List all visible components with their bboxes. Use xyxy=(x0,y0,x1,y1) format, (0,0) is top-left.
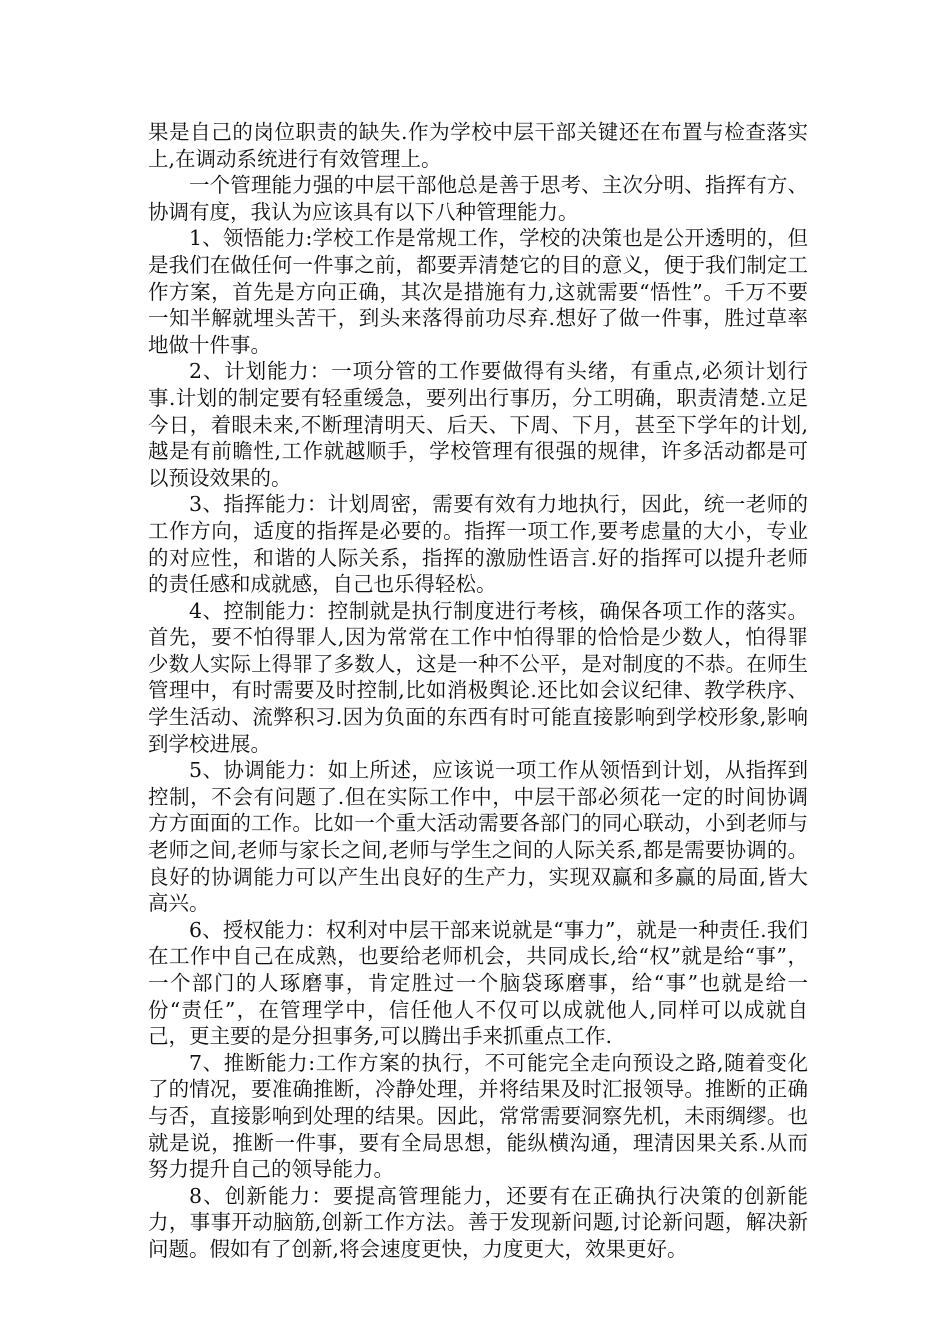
paragraph-continuation: 果是自己的岗位职责的缺失.作为学校中层干部关键还在布置与检查落实上,在调动系统进行有效管理上。 xyxy=(148,120,808,171)
paragraph-command-ability: 3、指挥能力：计划周密，需要有效有力地执行，因此，统一老师的工作方向，适度的指挥是必要的。指挥一项工作,要考虑量的大小，专业的对应性，和谐的人际关系，指挥的激励性语言.好的指挥可以提升老师的责任感和成就感，自己也乐得轻松。 xyxy=(148,492,808,597)
document-body xyxy=(148,119,808,1263)
paragraph-control-ability: 4、控制能力：控制就是执行制度进行考核，确保各项工作的落实。首先，要不怕得罪人,因为常常在工作中怕得罪的恰恰是少数人，怕得罪少数人实际上得罪了多数人，这是一种不公平，是对制度的不恭。在师生管理中，有时需要及时控制,比如消极舆论.还比如会议纪律、教学秩序、学生活动、流弊积习.因为负面的东西有时可能直接影响到学校形象,影响到学校进展。 xyxy=(148,598,808,756)
paragraph-innovation-ability: 8、创新能力：要提高管理能力，还要有在正确执行决策的创新能力，事事开动脑筋,创新工作方法。善于发现新问题,讨论新问题，解决新问题。假如有了创新,将会速度更快，力度更大，效果更好。 xyxy=(148,1183,808,1261)
paragraph-delegation-ability: 6、授权能力：权利对中层干部来说就是“事力”，就是一种责任.我们在工作中自己在成熟，也要给老师机会，共同成长,给“权”就是给“事”，一个部门的人琢磨事，肯定胜过一个脑袋琢磨事，给“事”也就是给一份“责任”，在管理学中，信任他人不仅可以成就他人,同样可以成就自己，更主要的是分担事务,可以腾出手来抓重点工作. xyxy=(148,917,808,1049)
paragraph-coordination-ability: 5、协调能力：如上所述，应该说一项工作从领悟到计划，从指挥到控制，不会有问题了.但在实际工作中，中层干部必须花一定的时间协调方方面面的工作。比如一个重大活动需要各部门的同心联动，小到老师与老师之间,老师与家长之间,老师与学生之间的人际关系,都是需要协调的。良好的协调能力可以产生出良好的生产力，实现双赢和多赢的局面,皆大高兴。 xyxy=(148,758,808,916)
paragraph-intro: 一个管理能力强的中层干部他总是善于思考、主次分明、指挥有方、协调有度，我认为应该具有以下八种管理能力。 xyxy=(148,173,808,224)
paragraph-planning-ability: 2、计划能力：一项分管的工作要做得有头绪，有重点,必须计划行事.计划的制定要有轻重缓急，要列出行事历，分工明确，职责清楚.立足今日，着眼未来,不断理清明天、后天、下周、下月，甚至下学年的计划,越是有前瞻性,工作就越顺手，学校管理有很强的规律，许多活动都是可以预设效果的。 xyxy=(148,359,808,490)
paragraph-judgment-ability: 7、推断能力:工作方案的执行，不可能完全走向预设之路,随着变化了的情况，要准确推断，冷静处理，并将结果及时汇报领导。推断的正确与否，直接影响到处理的结果。因此，常常需要洞察先机，未雨绸缪。也就是说，推断一件事，要有全局思想，能纵横沟通，理清因果关系.从而努力提升自己的领导能力。 xyxy=(148,1050,808,1182)
paragraph-comprehension-ability: 1、领悟能力:学校工作是常规工作，学校的决策也是公开透明的，但是我们在做任何一件事之前，都要弄清楚它的目的意义，便于我们制定工作方案，首先是方向正确，其次是措施有力,这就需要“悟性”。千万不要一知半解就埋头苦干，到头来落得前功尽弃.想好了做一件事，胜过草率地做十件事。 xyxy=(148,226,808,357)
